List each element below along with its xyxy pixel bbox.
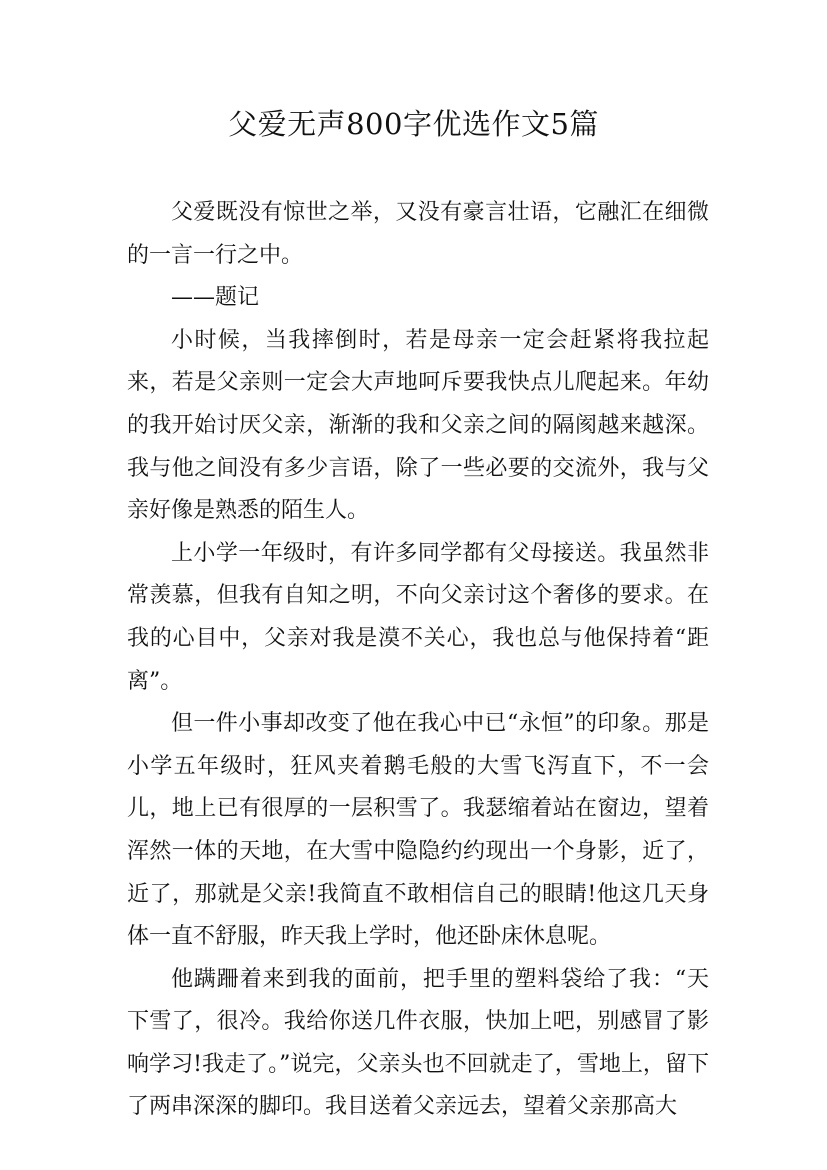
document-title: 父爱无声800字优选作文5篇 [228,107,599,141]
paragraph-epigraph-attribution: ——题记 [171,285,260,311]
paragraph-childhood: 小时候，当我摔倒时，若是母亲一定会赶紧将我拉起来，若是父亲则一定会大声地呵斥要我快点儿爬起来。年幼的我开始讨厌父亲，渐渐的我和父亲之间的隔阂越来越深。我与他之间没有多少言语，除了一些必要的交流外，我与父亲好像是熟悉的陌生人。 [127,327,709,524]
paragraph-epigraph: 父爱既没有惊世之举，又没有豪言壮语，它融汇在细微的一言一行之中。 [127,200,709,268]
paragraph-clothes-delivery: 他蹒跚着来到我的面前，把手里的塑料袋给了我：“天下雪了，很冷。我给你送几件衣服，快加上吧，别感冒了影响学习!我走了。”说完，父亲头也不回就走了，雪地上，留下了两串深深的脚印。我目送着父亲远去，望着父亲那高大 [127,966,709,1120]
paragraph-first-grade: 上小学一年级时，有许多同学都有父母接送。我虽然非常羡慕，但我有自知之明，不向父亲讨这个奢侈的要求。在我的心目中，父亲对我是漠不关心，我也总与他保持着“距离”。 [127,540,709,694]
paragraph-snow-day: 但一件小事却改变了他在我心中已“永恒”的印象。那是小学五年级时，狂风夹着鹅毛般的大雪飞泻直下，不一会儿，地上已有很厚的一层积雪了。我瑟缩着站在窗边，望着浑然一体的天地，在大雪中隐隐约约现出一个身影，近了，近了，那就是父亲!我简直不敢相信自己的眼睛!他这几天身体一直不舒服，昨天我上学时，他还卧床休息呢。 [127,711,709,950]
document-body [127,192,709,1129]
